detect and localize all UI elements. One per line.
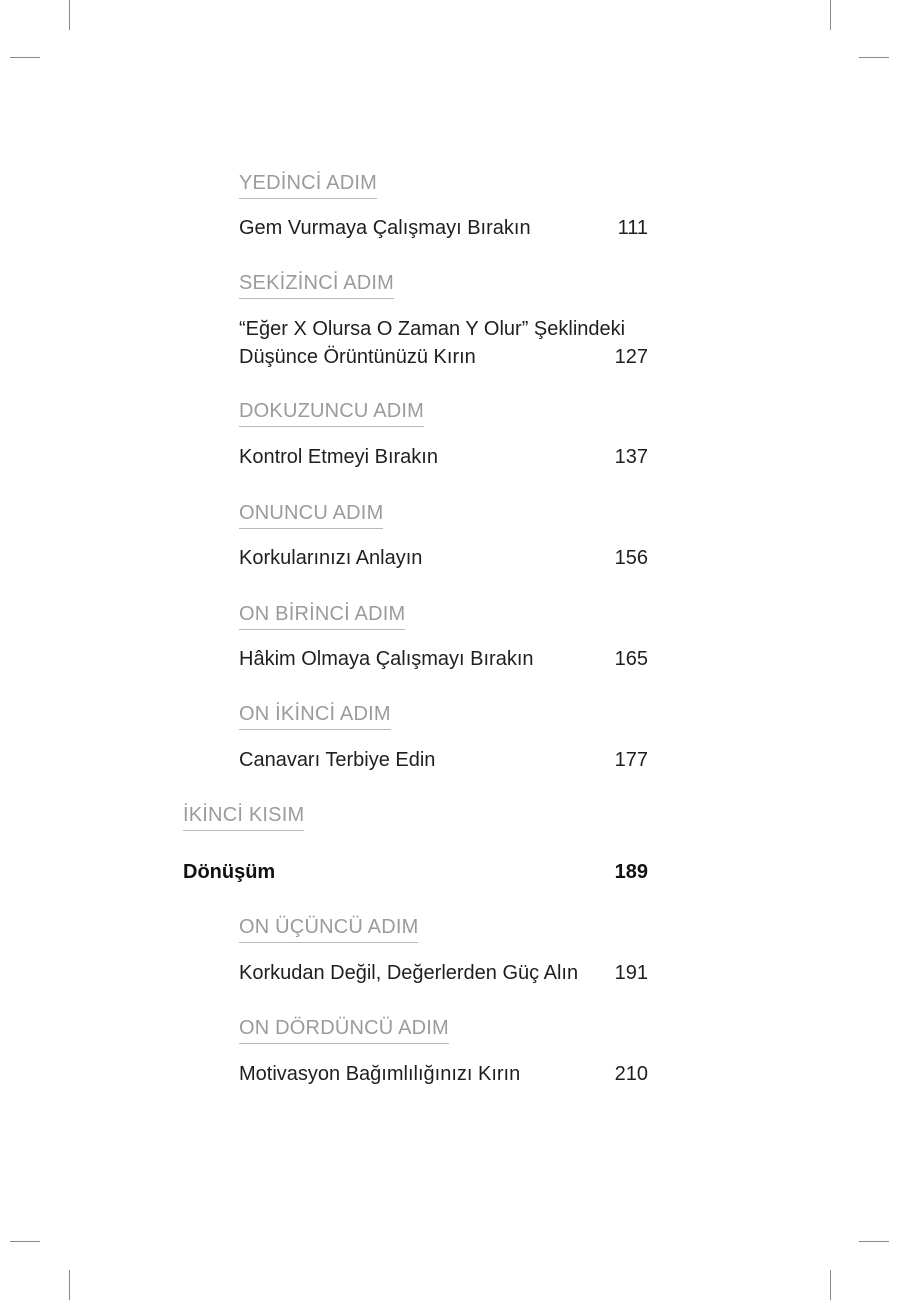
- step-9-page: 137: [614, 446, 648, 468]
- step-7-title: Gem Vurmaya Çalışmayı Bırakın: [239, 217, 531, 239]
- step-13-title: Korkudan Değil, Değerlerden Güç Alın: [239, 962, 579, 984]
- step-7-page: 111: [617, 217, 648, 239]
- step-14-page: 210: [614, 1063, 648, 1085]
- step-8-page: 127: [614, 346, 648, 368]
- step-13-page: 191: [614, 962, 648, 984]
- step-9-heading: DOKUZUNCU ADIM: [239, 400, 424, 427]
- step-7-heading: YEDİNCİ ADIM: [239, 172, 377, 199]
- step-12-title: Canavarı Terbiye Edin: [239, 749, 436, 771]
- step-8-title-line2: Düşünce Örüntünüzü Kırın: [239, 346, 476, 368]
- part-2-heading: İKİNCİ KISIM: [183, 804, 304, 831]
- step-12-heading: ON İKİNCİ ADIM: [239, 703, 391, 730]
- part-2-title: Dönüşüm: [183, 861, 276, 883]
- step-9-title: Kontrol Etmeyi Bırakın: [239, 446, 438, 468]
- step-10-heading: ONUNCU ADIM: [239, 502, 383, 529]
- step-11-heading: ON BİRİNCİ ADIM: [239, 603, 405, 630]
- step-14-heading: ON DÖRDÜNCÜ ADIM: [239, 1017, 449, 1044]
- step-10-page: 156: [614, 547, 648, 569]
- step-11-title: Hâkim Olmaya Çalışmayı Bırakın: [239, 648, 534, 670]
- step-12-page: 177: [614, 749, 648, 771]
- step-11-page: 165: [614, 648, 648, 670]
- step-13-heading: ON ÜÇÜNCÜ ADIM: [239, 916, 418, 943]
- step-10-title: Korkularınızı Anlayın: [239, 547, 423, 569]
- step-14-title: Motivasyon Bağımlılığınızı Kırın: [239, 1063, 521, 1085]
- step-8-title-line1: “Eğer X Olursa O Zaman Y Olur” Şeklindeki: [239, 318, 626, 340]
- part-2-page: 189: [614, 861, 648, 883]
- step-8-heading: SEKİZİNCİ ADIM: [239, 272, 394, 299]
